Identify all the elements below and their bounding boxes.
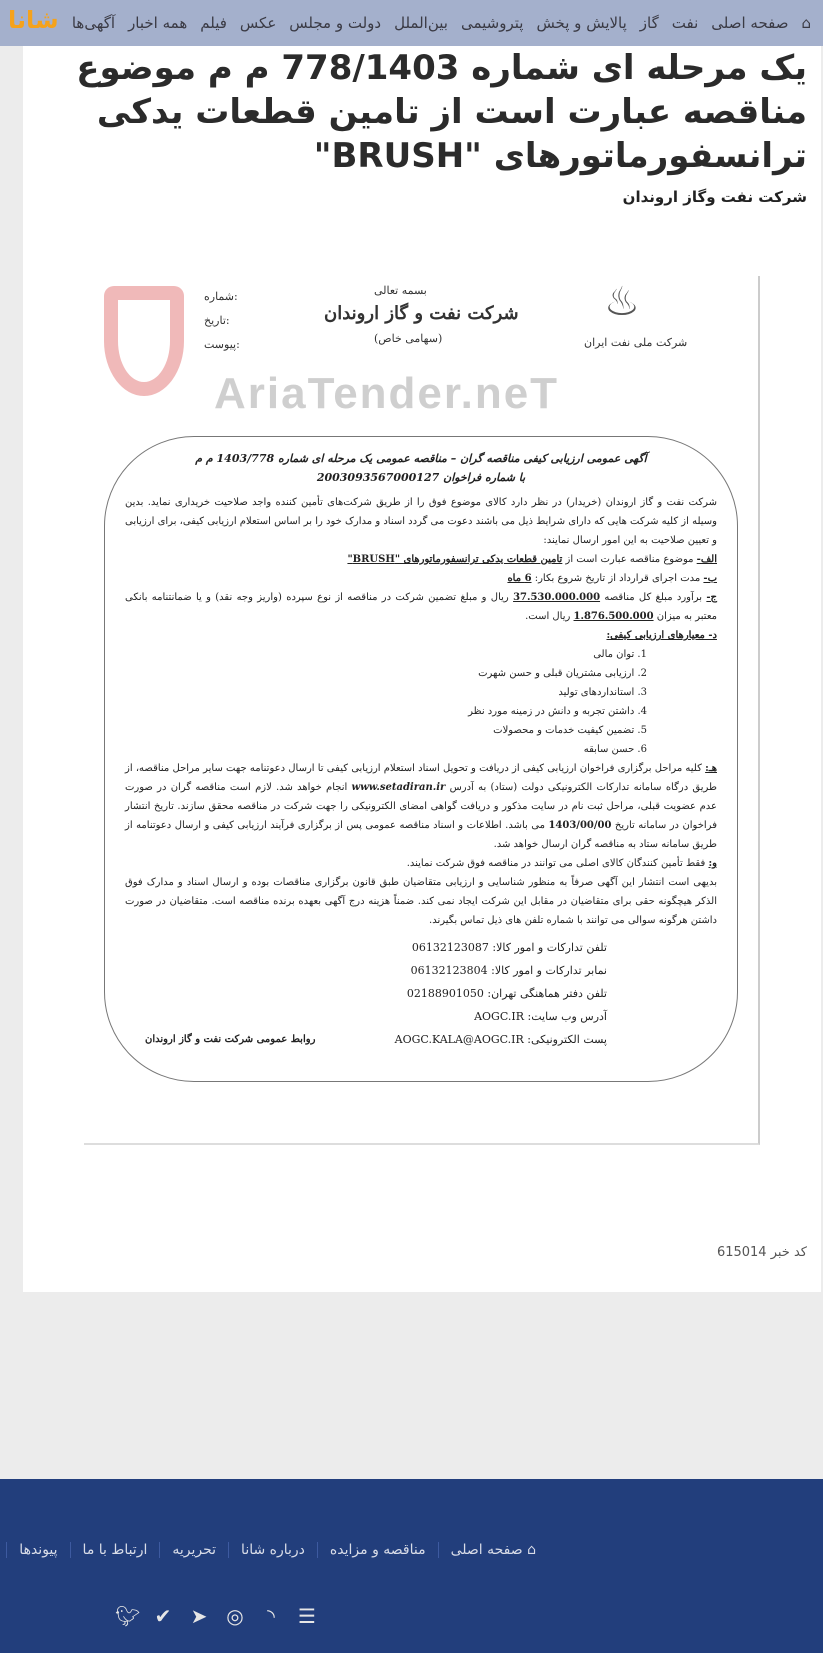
footer-nav [6,1542,548,1558]
nav-item[interactable]: صفحه اصلی [711,14,789,32]
clause-c: ج- برآورد مبلغ کل مناقصه 37.530.000.000 ریال و مبلغ تضمین شرکت در مناقصه از نوع سپرده (واریز وجه نقد) و یا ضمانتنامه بانکی معتبر به میزان 1.876.500.000 ریال است. [125,592,717,622]
doc-heading: آگهی عمومی ارزیابی کیفی مناقصه گران – مناقصه عمومی یک مرحله ای شماره 1403/778 م م [195,452,647,465]
top-nav [0,0,823,46]
telegram-icon[interactable]: ➤ [190,1604,208,1628]
contact-line: پست الکترونیکی: AOGC.KALA@AOGC.IR [394,1033,607,1046]
criterion: 1. توان مالی [593,649,647,660]
number-label: شماره: [204,290,238,303]
contact-line: تلفن تدارکات و امور کالا: 06132123087 [411,941,607,954]
clause-f: و: فقط تأمین کنندگان کالای اصلی می توانند در مناقصه فوق شرکت نمایند. [406,858,717,869]
nav-item[interactable]: پالایش و پخش [536,14,627,32]
clause-d: د- معیارهای ارزیابی کیفی: [606,630,717,641]
twitter-icon[interactable]: 🐦︎ [115,1604,141,1628]
footer-link[interactable]: تحریریه [159,1542,228,1558]
nav-items [63,0,823,46]
social-links [115,1604,319,1628]
nav-item[interactable]: گاز [639,14,659,32]
clause-a: الف- موضوع مناقصه عبارت است از تامین قطعات یدکی ترانسفورماتورهای "BRUSH" [347,554,717,565]
article-title: یک مرحله ای شماره 778/1403 م م موضوع مناقصه عبارت است از تامین قطعات یدکی ترانسفورماتورهای "BRUSH" [76,48,807,176]
rss-icon[interactable]: ◝ [267,1604,275,1628]
nav-item[interactable]: پتروشیمی [460,14,524,32]
list-icon[interactable]: ☰ [298,1604,316,1628]
footer [0,1479,823,1653]
article-source: شرکت نفت وگاز اروندان [622,188,807,206]
public-relations-signature: روابط عمومی شرکت نفت و گاز اروندان [145,1034,316,1045]
nav-item[interactable]: دولت و مجلس [289,14,382,32]
instagram-icon[interactable]: ◎ [226,1604,244,1628]
doc-notice: بدیهی است انتشار این آگهی صرفاً به منظور شناسایی و ارزیابی متقاضیان طبق قانون برگزاری مناقصات بوده و ارسال اسناد و مدارک فوق الذکر هیچگونه حقی برای متقاضیان در مقابل این شرکت ایجاد نمی کند. ضمناً هزینه درج آگهی بعهده برنده مناقصه است. متقاضیان در صورت داشتن هرگونه سوالی می توانند با شماره تلفن های ذیل تماس بگیرند. [125,877,717,926]
contact-line: تلفن دفتر هماهنگی تهران: 02188901050 [406,987,607,1000]
contact-line: نمابر تدارکات و امور کالا: 06132123804 [410,964,607,977]
document-body [125,449,717,1051]
criterion: 4. داشتن تجربه و دانش در زمینه مورد نظر [468,706,647,717]
doc-subheading: با شماره فراخوان 2003093567000127 [316,471,526,484]
attach-label: پیوست: [204,338,240,351]
criterion: 6. حسن سابقه [583,744,647,755]
criterion: 5. تضمین کیفیت خدمات و محصولات [493,725,647,736]
bismillah: بسمه تعالی [374,284,427,297]
company-type: (سهامی خاص) [374,332,443,345]
document-frame [104,436,738,1082]
document-letterhead [84,276,758,436]
nioc-logo-icon: ♨ [604,279,640,325]
footer-link-home[interactable]: ⌂ صفحه اصلی [438,1542,548,1558]
footer-link[interactable]: مناقصه و مزایده [317,1542,438,1558]
footer-link[interactable]: پیوندها [6,1542,69,1558]
contacts [395,936,607,1051]
clause-e: هـ: کلیه مراحل برگزاری فراخوان ارزیابی کیفی از دریافت و تحویل اسناد استعلام ارزیابی کیفی تا ارسال دعوتنامه جهت سایر مراحل مناقصه، از طریق درگاه سامانه تدارکات الکترونیکی دولت (ستاد) به آدرس www.setadiran.ir انجام خواهد شد. لازم است مناقصه گران در صورت عدم عضویت قبلی، مراحل ثبت نام در سایت مذکور و دریافت گواهی امضای الکترونیکی را جهت شرکت در مناقصه محقق سازند. تاریخ انتشار فراخوان در سامانه تاریخ 1403/00/00 می باشد. اطلاعات و اسناد مناقصه عمومی پس از برگزاری فرآیند ارزیابی کیفی و ارسال دعوتنامه از طریق سامانه ستاد به مناقصه گران ارسال خواهد شد. [125,763,717,850]
clause-b: ب- مدت اجرای قرارداد از تاریخ شروع بکار: 6 ماه [507,573,717,584]
nioc-label: شرکت ملی نفت ایران [584,336,688,349]
article-card [23,46,821,1292]
site-logo[interactable]: شانا [8,6,59,34]
nav-item[interactable]: بین‌الملل [394,14,448,32]
nav-item[interactable]: نفت [671,14,699,32]
criterion: 2. ارزیابی مشتریان قبلی و حسن شهرت [478,668,647,679]
contact-line: آدرس وب سایت: AOGC.IR [474,1010,607,1023]
doc-intro: شرکت نفت و گاز اروندان (خریدار) در نظر دارد کالای موضوع فوق را از طریق شرکت‌های تأمین کننده واجد صلاحیت خریداری نماید. بدین وسیله از کلیه شرکت هایی که دارای شرایط ذیل می باشند دعوت می گردد اسناد و مدارک خود را بر اساس استعلام ارزیابی کیفی، برای ارزیابی و تعیین صلاحیت به این امور ارسال نمایند: [125,497,717,546]
contact-row [125,936,717,1051]
home-icon[interactable]: ⌂ [801,14,811,32]
news-code: کد خبر 615014 [716,1245,807,1260]
nav-item[interactable]: فیلم [200,14,227,32]
nav-item[interactable]: همه اخبار [128,14,188,32]
footer-link[interactable]: ارتباط با ما [70,1542,160,1558]
tender-document-image [84,276,760,1145]
nav-item[interactable]: آگهی‌ها [71,14,116,32]
watermark: AriaTender.neT [214,369,560,418]
footer-link[interactable]: درباره شانا [228,1542,317,1558]
date-label: تاریخ: [204,314,230,327]
criterion: 3. استانداردهای تولید [558,687,647,698]
nav-item[interactable]: عکس [239,14,277,32]
watermark-shield-icon [104,286,184,396]
shield-check-icon[interactable]: ✔ [154,1604,172,1628]
company-name: شرکت نفت و گاز اروندان [324,303,519,324]
